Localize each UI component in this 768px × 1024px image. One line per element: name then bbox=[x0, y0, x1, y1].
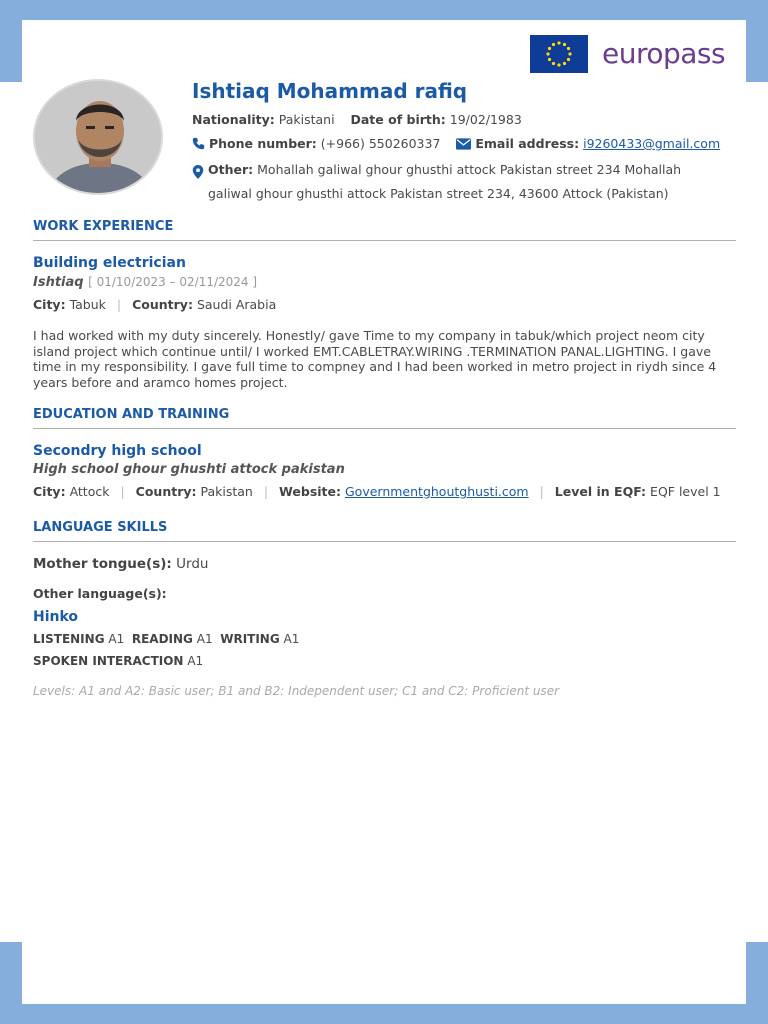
language-name: Hinko bbox=[33, 609, 79, 625]
personal-info bbox=[192, 78, 737, 206]
listening-level: A1 bbox=[108, 632, 125, 646]
separator: | bbox=[539, 484, 544, 499]
city-label: City: bbox=[33, 297, 66, 312]
other-languages-label: Other language(s): bbox=[33, 586, 167, 601]
education-section bbox=[33, 406, 736, 503]
phone-label: Phone number: bbox=[209, 136, 317, 151]
person-name: Ishtiaq Mohammad rafiq bbox=[192, 79, 468, 103]
education-details bbox=[33, 481, 736, 503]
mother-tongue bbox=[33, 554, 736, 574]
job-description: I had worked with my duty sincerely. Honestly/ gave Time to my company in tabuk/which project neom city island project which continue until/ I worked EMT.CABLETRAY.WIRING .TERMINATION PANAL.LIGHTING. I gave time in my responsibility. I gave full time to compney and I had been worked in metro project in riydh since 4 years before and aramco homes project. bbox=[33, 328, 717, 390]
city-value: Tabuk bbox=[69, 297, 106, 312]
city-value: Attock bbox=[69, 484, 110, 499]
profile-photo bbox=[33, 79, 163, 195]
corner-band bbox=[0, 942, 22, 1004]
job-title: Building electrician bbox=[33, 255, 186, 271]
nationality-value: Pakistani bbox=[278, 112, 335, 127]
writing-label: WRITING bbox=[220, 632, 280, 646]
language-section-title: LANGUAGE SKILLS bbox=[33, 519, 736, 542]
europass-logo bbox=[530, 34, 736, 74]
dob-label: Date of birth: bbox=[350, 112, 446, 127]
separator: | bbox=[263, 484, 269, 499]
other-label: Other: bbox=[208, 162, 254, 177]
eu-flag-icon bbox=[530, 35, 588, 73]
spoken-interaction-label: SPOKEN INTERACTION bbox=[33, 654, 184, 668]
work-location bbox=[33, 294, 736, 316]
spoken-row bbox=[33, 650, 736, 672]
language-skills-section bbox=[33, 519, 736, 700]
website-label: Website: bbox=[279, 484, 341, 499]
logo-text: europass bbox=[602, 37, 726, 70]
qualification-title: Secondry high school bbox=[33, 443, 202, 459]
website-link[interactable]: Governmentghoutghusti.com bbox=[344, 484, 529, 499]
writing-level: A1 bbox=[283, 632, 300, 646]
listening-label: LISTENING bbox=[33, 632, 105, 646]
institution-name: High school ghour ghushti attock pakistan bbox=[33, 462, 345, 477]
corner-band bbox=[746, 20, 768, 82]
envelope-icon bbox=[456, 134, 471, 158]
other-value: Mohallah galiwal ghour ghusthi attock Pakistan street 234 Mohallah galiwal ghour ghusthi attock Pakistan street 234, 43600 Attock (Pakistan) bbox=[208, 162, 682, 201]
employer-name: Ishtiaq bbox=[33, 275, 84, 290]
bottom-border-band bbox=[0, 1004, 768, 1024]
skills-row bbox=[33, 628, 736, 650]
reading-level: A1 bbox=[196, 632, 213, 646]
corner-band bbox=[0, 20, 22, 82]
mother-tongue-label: Mother tongue(s): bbox=[33, 556, 172, 572]
levels-note: Levels: A1 and A2: Basic user; B1 and B2: Independent user; C1 and C2: Proficient user bbox=[33, 684, 560, 698]
separator: | bbox=[120, 484, 125, 499]
corner-band bbox=[746, 942, 768, 1004]
contact-row bbox=[192, 132, 737, 158]
job-dates: [ 01/10/2023 – 02/11/2024 ] bbox=[88, 275, 258, 289]
country-value: Pakistan bbox=[200, 484, 253, 499]
education-section-title: EDUCATION AND TRAINING bbox=[33, 406, 736, 429]
phone-icon bbox=[192, 134, 205, 158]
country-label: Country: bbox=[135, 484, 197, 499]
separator: | bbox=[116, 297, 122, 312]
eqf-value: EQF level 1 bbox=[650, 484, 721, 499]
work-experience-section bbox=[33, 218, 736, 390]
city-label: City: bbox=[33, 484, 66, 499]
eqf-label: Level in EQF: bbox=[554, 484, 647, 499]
dob-value: 19/02/1983 bbox=[449, 112, 522, 127]
nationality-row bbox=[192, 108, 737, 132]
work-section-title: WORK EXPERIENCE bbox=[33, 218, 736, 241]
employer bbox=[33, 273, 736, 292]
country-value: Saudi Arabia bbox=[196, 297, 277, 312]
reading-label: READING bbox=[131, 632, 193, 646]
nationality-label: Nationality: bbox=[192, 112, 275, 127]
top-border-band bbox=[0, 0, 768, 20]
mother-tongue-value: Urdu bbox=[176, 556, 209, 572]
spoken-interaction-level: A1 bbox=[187, 654, 204, 668]
phone-value: (+966) 550260337 bbox=[320, 136, 441, 151]
other-row bbox=[192, 158, 737, 206]
country-label: Country: bbox=[132, 297, 193, 312]
email-label: Email address: bbox=[475, 136, 580, 151]
other-text bbox=[208, 158, 713, 206]
email-link[interactable]: i9260433@gmail.com bbox=[583, 136, 721, 151]
location-pin-icon bbox=[192, 163, 204, 206]
